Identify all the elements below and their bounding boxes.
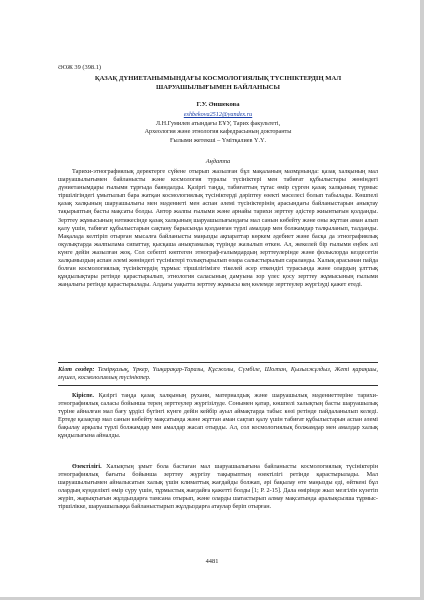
- affiliation-line: Ғылыми жетекші – Үмітқалиев Ү.Ү.: [169, 136, 267, 144]
- abstract-heading: Аңдатпа: [205, 158, 231, 165]
- author-email-link[interactable]: eshbekova2512@yandex.ru: [183, 111, 253, 118]
- introduction-paragraph: [58, 392, 378, 441]
- introduction-label: Кіріспе.: [72, 392, 94, 399]
- keywords-box: [58, 362, 378, 386]
- relevance-paragraph: [58, 463, 378, 512]
- introduction-text: Қазіргі таңда қазақ халқының рухани, материалдық және шаруашылық мәдениеттеріне тарихи-этнографиялық саласы бойынша терең зерттеулер жүргізілуде. Сонымен қатар, көшпелі халықтың басты шаруашылық түріне айналған мал бағу ұрдісі бүгінгі күнге дейін кейбір ауыл аймақтарда табыс көзі ретінде пайдаланылып келеді. Ертеде қазақтар мал санын көбейту мақсатында және жұттан аман сақтап қалу үшін табиғат құбылыстарын аспан әлемі бақылау арқылы түрлі болжамдар мен амалдар жасап отырды. Ал, сол космологиялық болжамдар мен амалдар халық құндылығына айналды.: [58, 392, 379, 440]
- page-shadow-right: [420, 0, 424, 600]
- page-number: 4481: [205, 558, 219, 565]
- affiliation-line: Л.Н.Гумилев атындағы ЕҰУ, Тарих факультеті,: [155, 120, 281, 127]
- relevance-label: Өзектілігі.: [72, 463, 102, 470]
- author-name: Г.У. Әншекова: [196, 101, 240, 108]
- abstract-text: Тарихи-этнографиялық деректерге сүйене отырып жазылған бұл мақаланың мазмұнында: қазақ халқының мал шаруашылығымен байланысты және космология туралы түсініктері мен табиғат құбылыстары жөніндегі дүниетанымдары ғылыми тұрғыда баяндалды. Қазіргі таңда, табиғаттың тұтас өмір сүрген қазақ халқының түрмыс тіршілігіндегі ұмытылып бара жатқан космологиялық түсініктерді дәріптеу өзекті мәселесі болып табылады. Көшпелі қазақ халқының шаруашылығы мен мәдениеті мен аспан әлемі түсініктерінің арасындағы байланыстарын анықтау тақырыптың басты мақсаты болды. Автор жалпы ғылыми және арнайы тарихи зерттеу әдістер жиынтығын қолданды. Зерттеу жұмысының нәтижесінде қазақ халқының шаруашылығындағы мал санын көбейту және оны жұттан аман алып қалу үшін, табиғат құбылыстарын сақтану барысында қолданған түрлі амалдар мен болжамдар талқыланып, талданды. Мақалада келтіріп отырған мысалға байланысты маңызды ақпараттар көркем әдебиет және басқа да этнографиялық оқулықтарда жалпылама сипаттау, қысқаша анықтамалық түрінде жазылып өткен. Ал, жекелей бір ғылыми еңбек әлі күнге дейін жазылған жоқ. Сол себепті көптеген этнограф-ғалымдардың зерттеулерінде және фольклорда кездесетін халқымыздың аспан әлемі жөніндегі түсініктері толықтырылып өзара салыстырылып сараланды. Халық арасынан пайда болған космологиялық түсініктердің тұрмыс тіршілігімізге тікелей әсер еткендігі турасында және олардың ұлттық құндылықтары ретінде қарастырылып, этнология саласының дамуына зор үлес қосу зерттеу жұмысының ғылыми жаңалығы ретінде қарастырылады. Алдағы уақытта зерттеу жұмысы кең көлемде зерттеулер жүргізуді қажет етеді.: [58, 168, 378, 289]
- article-title: ҚАЗАҚ ДҮНИЕТАНЫМЫНДАҒЫ КОСМОЛОГИЯЛЫҚ ТҮСІНІКТЕРДІҢ МАЛ ШАРУАШЫЛЫҒЫМЕН БАЙЛАНЫСЫ: [94, 75, 342, 91]
- author-affiliation: [58, 120, 378, 145]
- keywords-label: Кілт сөздер:: [58, 366, 95, 373]
- affiliation-line: Археология және этнология кафедрасының докторанты: [144, 128, 292, 136]
- udc-code: ӘОЖ 39 (398.1): [58, 64, 102, 71]
- keywords-list: Темірқазық, Үркер, Үшқарақар-Таразы, Құсжолы, Сүмбіле, Шолпан, Қызылжұлдыз, Жеті қарақшы, мүшел, космологиялық түсініктер.: [58, 366, 378, 382]
- relevance-text: Халықтың ұмыт бола бастаған мал шаруашылығына байланысты космологиялық түсініктерін этнографиялық бағыты бойынша зерттеу жүргізу тақырыптың өзектілігі ретінде қарастырылады. Мал шаруашылығымен айналысатын халық үшін климаттық жағдайды болжап, әрі бақылау өте маңызды еді, өйткені бұл олардың күнделікті өмір сүру үшін, тұрмыстық жағдайға қажетті болды [1; Р. 2-15]. Дала өмірінде жыл мезгілін күзетіп жүріп, жарықтығын жұлдыздарға тамсана отырып, және оларды шатастырып алмау мақсатында аралықсызша тұрмыс-тіршілікке, шаруашылыққа байланыстырып жұлдыздарға атаулар беріп отырған.: [58, 463, 379, 511]
